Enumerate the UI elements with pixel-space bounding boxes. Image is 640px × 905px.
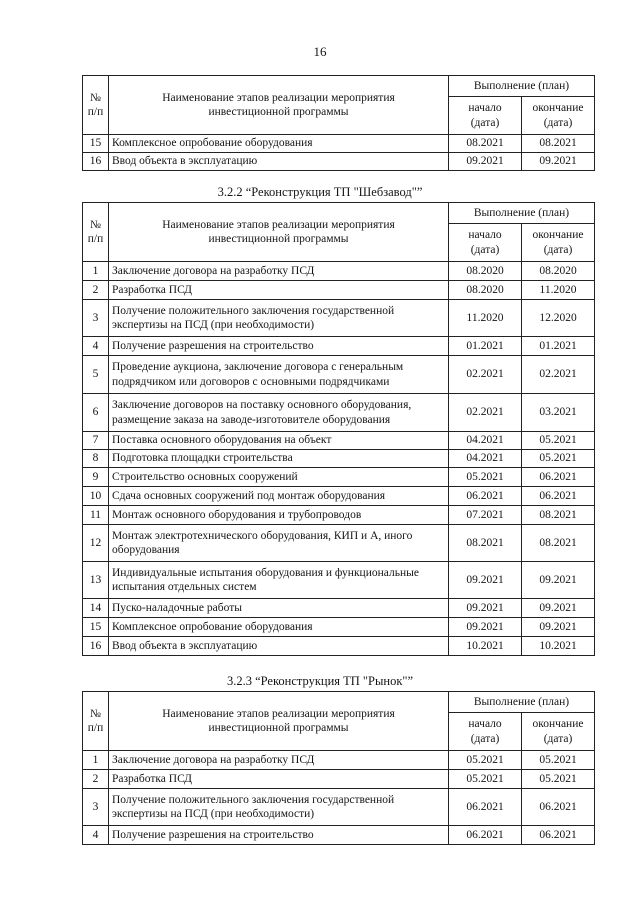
stage-name: Монтаж основного оборудования и трубопроводов bbox=[109, 506, 449, 525]
end-date: 02.2021 bbox=[522, 356, 595, 394]
end-date: 05.2021 bbox=[522, 432, 595, 450]
stage-name: Ввод объекта в эксплуатацию bbox=[109, 153, 449, 171]
row-number: 16 bbox=[83, 153, 109, 171]
stage-name: Поставка основного оборудования на объект bbox=[109, 432, 449, 450]
table-row bbox=[83, 300, 595, 337]
start-date: 09.2021 bbox=[449, 618, 522, 637]
start-date: 09.2021 bbox=[449, 562, 522, 599]
stage-name: Строительство основных сооружений bbox=[109, 468, 449, 487]
column-header-execution: Выполнение (план) bbox=[449, 76, 595, 97]
column-header-end: окончание (дата) bbox=[522, 224, 595, 262]
end-date: 08.2020 bbox=[522, 262, 595, 281]
row-number: 6 bbox=[83, 394, 109, 432]
row-number: 16 bbox=[83, 637, 109, 656]
end-date: 09.2021 bbox=[522, 599, 595, 618]
table-row bbox=[83, 525, 595, 562]
start-date: 05.2021 bbox=[449, 751, 522, 770]
end-date: 03.2021 bbox=[522, 394, 595, 432]
stages-table-3-2-2 bbox=[82, 202, 595, 656]
column-header-end: окончание (дата) bbox=[522, 713, 595, 751]
stages-table-3-2-3 bbox=[82, 691, 595, 845]
row-number: 7 bbox=[83, 432, 109, 450]
column-header-execution: Выполнение (план) bbox=[449, 203, 595, 224]
stages-table-continuation bbox=[82, 75, 595, 171]
column-header-start: начало (дата) bbox=[449, 97, 522, 135]
column-header-start: начало (дата) bbox=[449, 713, 522, 751]
column-header-name: Наименование этапов реализации мероприятия инвестиционной программы bbox=[109, 203, 449, 262]
column-header-number: № п/п bbox=[83, 203, 109, 262]
stage-name: Сдача основных сооружений под монтаж оборудования bbox=[109, 487, 449, 506]
row-number: 10 bbox=[83, 487, 109, 506]
start-date: 10.2021 bbox=[449, 637, 522, 656]
stage-name: Получение положительного заключения государственной экспертизы на ПСД (при необходимости) bbox=[109, 789, 449, 826]
stage-name: Ввод объекта в эксплуатацию bbox=[109, 637, 449, 656]
start-date: 11.2020 bbox=[449, 300, 522, 337]
table-row bbox=[83, 450, 595, 468]
page-number: 16 bbox=[313, 44, 327, 59]
stage-name: Заключение договоров на поставку основного оборудования, размещение заказа на заводе-изготовителе оборудования bbox=[109, 394, 449, 432]
stage-name: Получение положительного заключения государственной экспертизы на ПСД (при необходимости) bbox=[109, 300, 449, 337]
table-row bbox=[83, 599, 595, 618]
end-date: 01.2021 bbox=[522, 337, 595, 356]
row-number: 12 bbox=[83, 525, 109, 562]
row-number: 3 bbox=[83, 300, 109, 337]
table-row bbox=[83, 637, 595, 656]
end-date: 06.2021 bbox=[522, 487, 595, 506]
start-date: 04.2021 bbox=[449, 450, 522, 468]
stage-name: Подготовка площадки строительства bbox=[109, 450, 449, 468]
start-date: 08.2020 bbox=[449, 262, 522, 281]
row-number: 9 bbox=[83, 468, 109, 487]
table-row bbox=[83, 618, 595, 637]
end-date: 08.2021 bbox=[522, 525, 595, 562]
section-heading-3-2-3: 3.2.3 “Реконструкция ТП "Рынок"” bbox=[226, 674, 414, 688]
end-date: 10.2021 bbox=[522, 637, 595, 656]
table-row bbox=[83, 506, 595, 525]
column-header-number: № п/п bbox=[83, 76, 109, 135]
table-row bbox=[83, 356, 595, 394]
table-row bbox=[83, 135, 595, 153]
stage-name: Получение разрешения на строительство bbox=[109, 337, 449, 356]
row-number: 11 bbox=[83, 506, 109, 525]
table-row bbox=[83, 394, 595, 432]
start-date: 06.2021 bbox=[449, 789, 522, 826]
header-row bbox=[83, 76, 595, 97]
header-row bbox=[83, 692, 595, 713]
section-heading-3-2-2: 3.2.2 “Реконструкция ТП "Шебзавод"” bbox=[217, 185, 423, 199]
table-row bbox=[83, 337, 595, 356]
stage-name: Комплексное опробование оборудования bbox=[109, 135, 449, 153]
stage-name: Разработка ПСД bbox=[109, 770, 449, 789]
end-date: 08.2021 bbox=[522, 135, 595, 153]
header-row bbox=[83, 203, 595, 224]
row-number: 13 bbox=[83, 562, 109, 599]
row-number: 15 bbox=[83, 618, 109, 637]
table-row bbox=[83, 562, 595, 599]
stage-name: Разработка ПСД bbox=[109, 281, 449, 300]
table-row bbox=[83, 281, 595, 300]
start-date: 09.2021 bbox=[449, 599, 522, 618]
end-date: 06.2021 bbox=[522, 789, 595, 826]
table-row bbox=[83, 789, 595, 826]
column-header-execution: Выполнение (план) bbox=[449, 692, 595, 713]
end-date: 08.2021 bbox=[522, 506, 595, 525]
end-date: 06.2021 bbox=[522, 826, 595, 845]
end-date: 12.2020 bbox=[522, 300, 595, 337]
start-date: 09.2021 bbox=[449, 153, 522, 171]
row-number: 1 bbox=[83, 262, 109, 281]
column-header-name: Наименование этапов реализации мероприятия инвестиционной программы bbox=[109, 692, 449, 751]
table-row bbox=[83, 153, 595, 171]
start-date: 06.2021 bbox=[449, 487, 522, 506]
start-date: 06.2021 bbox=[449, 826, 522, 845]
row-number: 4 bbox=[83, 826, 109, 845]
end-date: 05.2021 bbox=[522, 770, 595, 789]
row-number: 2 bbox=[83, 770, 109, 789]
table-row bbox=[83, 432, 595, 450]
end-date: 09.2021 bbox=[522, 618, 595, 637]
end-date: 11.2020 bbox=[522, 281, 595, 300]
stage-name: Заключение договора на разработку ПСД bbox=[109, 751, 449, 770]
table-row bbox=[83, 826, 595, 845]
start-date: 04.2021 bbox=[449, 432, 522, 450]
start-date: 02.2021 bbox=[449, 394, 522, 432]
row-number: 2 bbox=[83, 281, 109, 300]
stage-name: Монтаж электротехнического оборудования, КИП и А, иного оборудования bbox=[109, 525, 449, 562]
row-number: 8 bbox=[83, 450, 109, 468]
stage-name: Пуско-наладочные работы bbox=[109, 599, 449, 618]
table-row bbox=[83, 468, 595, 487]
start-date: 01.2021 bbox=[449, 337, 522, 356]
table-row bbox=[83, 487, 595, 506]
row-number: 4 bbox=[83, 337, 109, 356]
row-number: 14 bbox=[83, 599, 109, 618]
table-row bbox=[83, 751, 595, 770]
row-number: 1 bbox=[83, 751, 109, 770]
stage-name: Индивидуальные испытания оборудования и функциональные испытания отдельных систем bbox=[109, 562, 449, 599]
stage-name: Получение разрешения на строительство bbox=[109, 826, 449, 845]
stage-name: Комплексное опробование оборудования bbox=[109, 618, 449, 637]
start-date: 05.2021 bbox=[449, 468, 522, 487]
table-row bbox=[83, 262, 595, 281]
end-date: 05.2021 bbox=[522, 751, 595, 770]
column-header-start: начало (дата) bbox=[449, 224, 522, 262]
stage-name: Заключение договора на разработку ПСД bbox=[109, 262, 449, 281]
end-date: 09.2021 bbox=[522, 562, 595, 599]
row-number: 5 bbox=[83, 356, 109, 394]
start-date: 08.2021 bbox=[449, 525, 522, 562]
start-date: 08.2020 bbox=[449, 281, 522, 300]
column-header-number: № п/п bbox=[83, 692, 109, 751]
end-date: 06.2021 bbox=[522, 468, 595, 487]
start-date: 05.2021 bbox=[449, 770, 522, 789]
table-row bbox=[83, 770, 595, 789]
column-header-end: окончание (дата) bbox=[522, 97, 595, 135]
row-number: 15 bbox=[83, 135, 109, 153]
stage-name: Проведение аукциона, заключение договора с генеральным подрядчиком или договоров с основными подрядчиками bbox=[109, 356, 449, 394]
end-date: 05.2021 bbox=[522, 450, 595, 468]
end-date: 09.2021 bbox=[522, 153, 595, 171]
start-date: 02.2021 bbox=[449, 356, 522, 394]
start-date: 08.2021 bbox=[449, 135, 522, 153]
column-header-name: Наименование этапов реализации мероприятия инвестиционной программы bbox=[109, 76, 449, 135]
start-date: 07.2021 bbox=[449, 506, 522, 525]
row-number: 3 bbox=[83, 789, 109, 826]
